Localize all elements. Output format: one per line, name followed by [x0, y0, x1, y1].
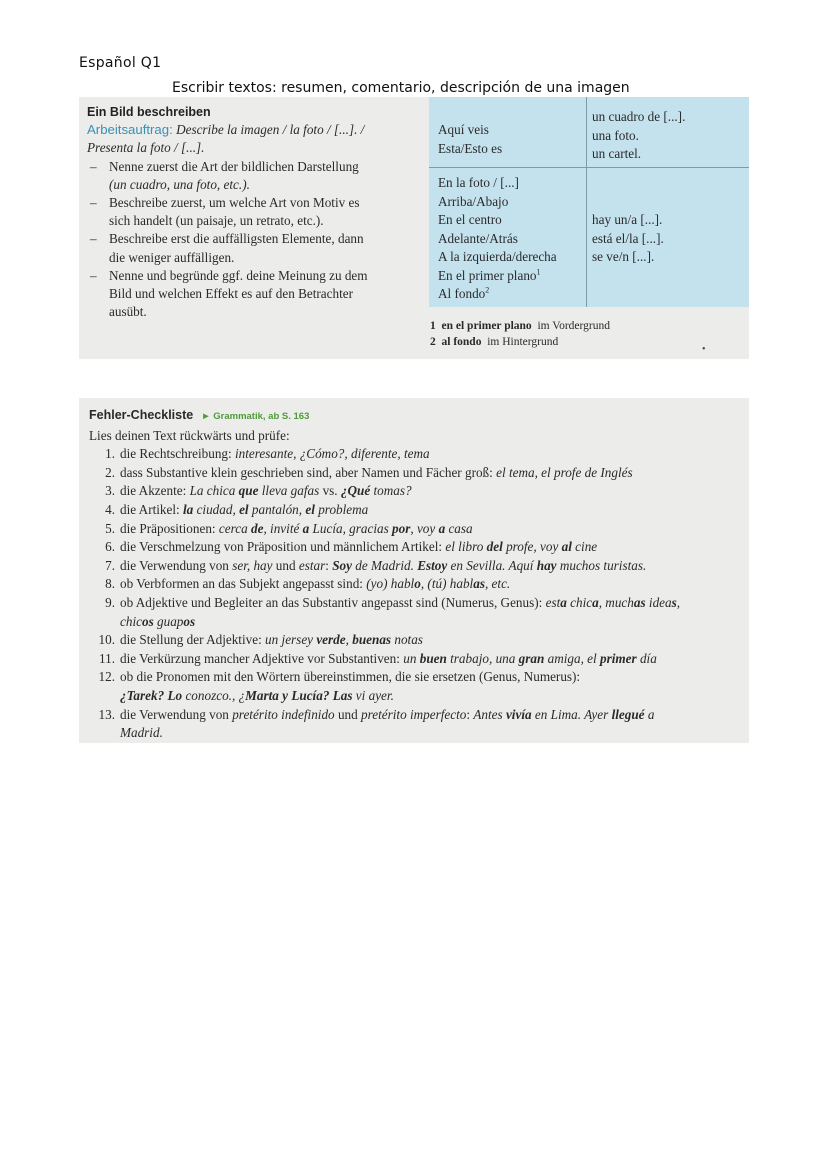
item-number: 7.: [105, 557, 115, 573]
step-item: [87, 158, 417, 194]
item-number: 5.: [105, 520, 115, 536]
checklist-item: [89, 538, 744, 557]
item-number: 13.: [98, 706, 115, 722]
checklist-item: [89, 501, 744, 520]
item-text: die Akzente:: [120, 483, 190, 499]
item-example: conozco., ¿: [182, 687, 246, 703]
item-text: dass Substantive klein geschrieben sind, aber Namen und Fächer groß:: [120, 464, 497, 480]
item-example: de Madrid.: [352, 557, 418, 573]
item-example: chic: [566, 594, 593, 610]
footnote-ref: 2: [485, 285, 490, 295]
step-item: [87, 230, 417, 266]
checklist-item: [89, 668, 744, 705]
item-example-bold: gran: [518, 650, 545, 666]
item-example-bold: a: [302, 520, 310, 536]
item-example: ciudad,: [193, 501, 240, 517]
item-number: 2.: [105, 464, 115, 480]
item-example: estar: [298, 557, 326, 573]
item-example-bold: Estoy: [417, 557, 448, 573]
item-text: die Verschmelzung von Präposition und männlichem Artikel:: [120, 539, 446, 555]
checklist-item: [89, 482, 744, 501]
item-example-bold: a: [592, 594, 599, 610]
checklist-item: [89, 445, 744, 464]
task-label: Arbeitsauftrag:: [87, 122, 173, 138]
step-text: Beschreibe erst die auffälligsten Elemente, dann: [109, 231, 364, 247]
item-number: 8.: [105, 576, 115, 592]
item-text: und: [272, 557, 299, 573]
item-text: ob Adjektive und Begleiter an das Substantiv angepasst sind (Numerus, Genus):: [120, 594, 546, 610]
step-text: Nenne und begründe ggf. deine Meinung zu dem: [109, 267, 368, 283]
item-example-bold: Marta y Lucía? Las: [245, 687, 353, 703]
item-example: (yo) habl: [366, 576, 415, 592]
item-example: pretérito indefinido: [232, 706, 335, 722]
item-text: die Verkürzung mancher Adjektive vor Substantiven:: [120, 650, 404, 666]
item-example-bold: vivía: [505, 706, 532, 722]
item-example: en Sevilla. Aquí: [447, 557, 537, 573]
item-example-bold: o: [414, 576, 421, 592]
footnote-number: 1: [430, 320, 436, 332]
item-number: 1.: [105, 446, 115, 462]
item-example-bold: ¿Tarek? Lo: [120, 687, 183, 703]
checklist-heading: Fehler-Checkliste: [89, 408, 194, 422]
table-cell: [438, 121, 502, 158]
item-example-bold: el: [239, 501, 249, 517]
item-example: , etc.: [484, 576, 511, 592]
checklist-content: [89, 406, 744, 743]
item-example: guap: [153, 613, 184, 629]
item-text: die Stellung der Adjektive:: [120, 632, 266, 648]
footnote-es: en el primer plano: [441, 320, 532, 332]
item-example: el libro: [445, 539, 487, 555]
phrase: [438, 285, 557, 304]
item-example-bold: Soy: [332, 557, 352, 573]
phrase: hay un/a [...].: [592, 212, 663, 227]
item-example: día: [636, 650, 657, 666]
item-example: est: [545, 594, 561, 610]
footnote-es: al fondo: [441, 336, 482, 348]
checklist-item: [89, 650, 744, 669]
footnote-de: im Vordergrund: [537, 320, 610, 332]
phrase: una foto.: [592, 127, 639, 143]
item-example-bold: verde: [316, 632, 346, 648]
checklist-item: [89, 520, 744, 539]
item-example-bold: el: [305, 501, 315, 517]
bild-instructions: [87, 103, 417, 321]
item-example: cine: [571, 539, 598, 555]
grammar-reference: ► Grammatik, ab S. 163: [201, 411, 310, 422]
task-line-1: [87, 121, 417, 139]
step-text: sich handelt (un paisaje, un retrato, etc.).: [109, 213, 324, 229]
item-example: el tema, el profe de Inglés: [496, 464, 633, 480]
checklist-item: [89, 557, 744, 576]
bild-heading: Ein Bild beschreiben: [87, 105, 211, 119]
table-cell: [592, 108, 685, 164]
step-text: Bild und welchen Effekt es auf den Betrachter: [109, 286, 354, 302]
item-number: 10.: [98, 632, 115, 648]
phrase: [438, 267, 557, 286]
item-example-bold: llegué: [611, 706, 645, 722]
item-number: 12.: [98, 669, 115, 685]
item-example: lleva gafas: [258, 483, 323, 499]
item-example-bold: os: [141, 613, 154, 629]
phrase: En la foto / [...]: [438, 175, 519, 190]
page-mark: •: [702, 344, 706, 355]
item-example-bold: que: [238, 483, 259, 499]
checklist-intro: Lies deinen Text rückwärts und prüfe:: [89, 427, 290, 443]
footnote-number: 2: [430, 336, 436, 348]
item-number: 11.: [99, 650, 115, 666]
item-text: die Rechtschreibung:: [120, 446, 235, 462]
item-text: die Verwendung von: [120, 557, 233, 573]
course-label: Español Q1: [79, 55, 162, 71]
footnote-ref: 1: [536, 267, 541, 277]
item-example: profe, voy: [502, 539, 562, 555]
item-example: tomas?: [370, 483, 412, 499]
item-example: notas: [391, 632, 423, 648]
step-text: Nenne zuerst die Art der bildlichen Darstellung: [109, 158, 359, 174]
item-example-bold: la: [183, 501, 194, 517]
item-example: interesante, ¿Cómo?, diferente, tema: [235, 446, 430, 462]
item-example-bold: primer: [600, 650, 637, 666]
step-item: [87, 194, 417, 230]
item-text: die Artikel:: [120, 501, 183, 517]
checklist-item: [89, 631, 744, 650]
item-example: casa: [445, 520, 473, 536]
footnotes: [430, 318, 610, 350]
item-example-bold: s: [671, 594, 677, 610]
item-example: pantalón,: [248, 501, 306, 517]
item-number: 9.: [105, 594, 115, 610]
phrase: Adelante/Atrás: [438, 230, 518, 246]
item-text: :: [325, 557, 333, 573]
bild-beschreiben-panel: [79, 97, 749, 359]
item-example: ser, hay: [232, 557, 273, 573]
item-example: vi ayer.: [352, 687, 394, 703]
item-example: un: [403, 650, 420, 666]
item-example-bold: os: [183, 613, 196, 629]
item-example: muchos turistas.: [556, 557, 647, 573]
table-divider: [429, 167, 749, 168]
item-number: 3.: [105, 483, 115, 499]
item-example-bold: ¿Qué: [340, 483, 371, 499]
item-example-bold: de: [251, 520, 264, 536]
item-example: , voy: [410, 520, 439, 536]
item-example: trabajo, una: [446, 650, 519, 666]
item-number: 4.: [105, 501, 115, 517]
item-example-bold: as: [633, 594, 646, 610]
item-example: , invité: [263, 520, 303, 536]
phrase: está el/la [...].: [592, 230, 664, 246]
page-title: Escribir textos: resumen, comentario, descripción de una imagen: [172, 80, 630, 96]
task-text-1: Describe la imagen / la foto / [...]. /: [172, 122, 365, 138]
phrase: En el centro: [438, 212, 502, 227]
phrase-table: [429, 97, 749, 307]
task-line-2: Presenta la foto / [...].: [87, 140, 205, 156]
item-text: die Verwendung von: [120, 706, 233, 722]
table-cell: [592, 211, 664, 267]
item-example-bold: as: [473, 576, 485, 592]
item-example-bold: a: [438, 520, 446, 536]
footnote-de: im Hintergrund: [487, 336, 559, 348]
phrase: se ve/n [...].: [592, 249, 655, 264]
item-example: cerca: [218, 520, 251, 536]
item-text: ob die Pronomen mit den Wörtern übereinstimmen, die sie ersetzen (Genus, Numerus):: [120, 669, 581, 685]
item-example-bold: hay: [536, 557, 557, 573]
item-example: Lucía, gracias: [309, 520, 393, 536]
item-example: , much: [598, 594, 634, 610]
item-example-bold: buenas: [352, 632, 392, 648]
item-example: un jersey: [265, 632, 317, 648]
item-example-bold: al: [561, 539, 572, 555]
step-text: die weniger auffälligen.: [109, 249, 235, 265]
item-example: idea: [645, 594, 672, 610]
item-example: pretérito imperfecto: [361, 706, 467, 722]
item-example: en Lima. Ayer: [531, 706, 612, 722]
footnote: [430, 318, 610, 334]
step-item: [87, 267, 417, 322]
item-number: 6.: [105, 539, 115, 555]
checklist-items: [89, 445, 744, 743]
item-example: ,: [345, 632, 353, 648]
phrase: Arriba/Abajo: [438, 193, 509, 209]
item-example-bold: a: [560, 594, 567, 610]
step-text: ausübt.: [109, 304, 147, 320]
item-example: , (tú) habl: [420, 576, 474, 592]
phrase: un cartel.: [592, 146, 642, 161]
step-list: [87, 158, 417, 322]
table-cell: [438, 174, 557, 304]
phrase: Aquí veis: [438, 122, 489, 137]
step-text: (un cuadro, una foto, etc.).: [109, 176, 250, 192]
checklist-item: [89, 464, 744, 483]
phrase-text: Al fondo: [438, 286, 486, 301]
checklist-item: [89, 594, 744, 631]
item-example: Madrid.: [120, 725, 163, 741]
fehler-checkliste-panel: [79, 398, 749, 743]
item-example: a: [644, 706, 655, 722]
item-text: und: [334, 706, 362, 722]
footnote: [430, 334, 610, 350]
item-example: chic: [120, 613, 142, 629]
phrase: un cuadro de [...].: [592, 109, 686, 124]
checklist-header: [89, 406, 744, 427]
table-divider: [586, 97, 587, 307]
item-text: vs.: [322, 483, 341, 499]
item-example: ,: [676, 594, 681, 610]
item-example: Antes: [473, 706, 506, 722]
phrase: A la izquierda/derecha: [438, 249, 557, 264]
item-example: problema: [314, 501, 369, 517]
phrase: Esta/Esto es: [438, 140, 503, 156]
checklist-item: [89, 706, 744, 743]
checklist-item: [89, 575, 744, 594]
item-example-bold: buen: [419, 650, 447, 666]
item-text: ob Verbformen an das Subjekt angepasst sind:: [120, 576, 367, 592]
step-text: Beschreibe zuerst, um welche Art von Motiv es: [109, 195, 360, 211]
item-text: die Präpositionen:: [120, 520, 219, 536]
item-example-bold: por: [392, 520, 411, 536]
phrase-text: En el primer plano: [438, 267, 537, 283]
item-example-bold: del: [486, 539, 503, 555]
item-example: La chica: [189, 483, 239, 499]
item-text: :: [466, 706, 474, 722]
item-example: amiga, el: [544, 650, 600, 666]
